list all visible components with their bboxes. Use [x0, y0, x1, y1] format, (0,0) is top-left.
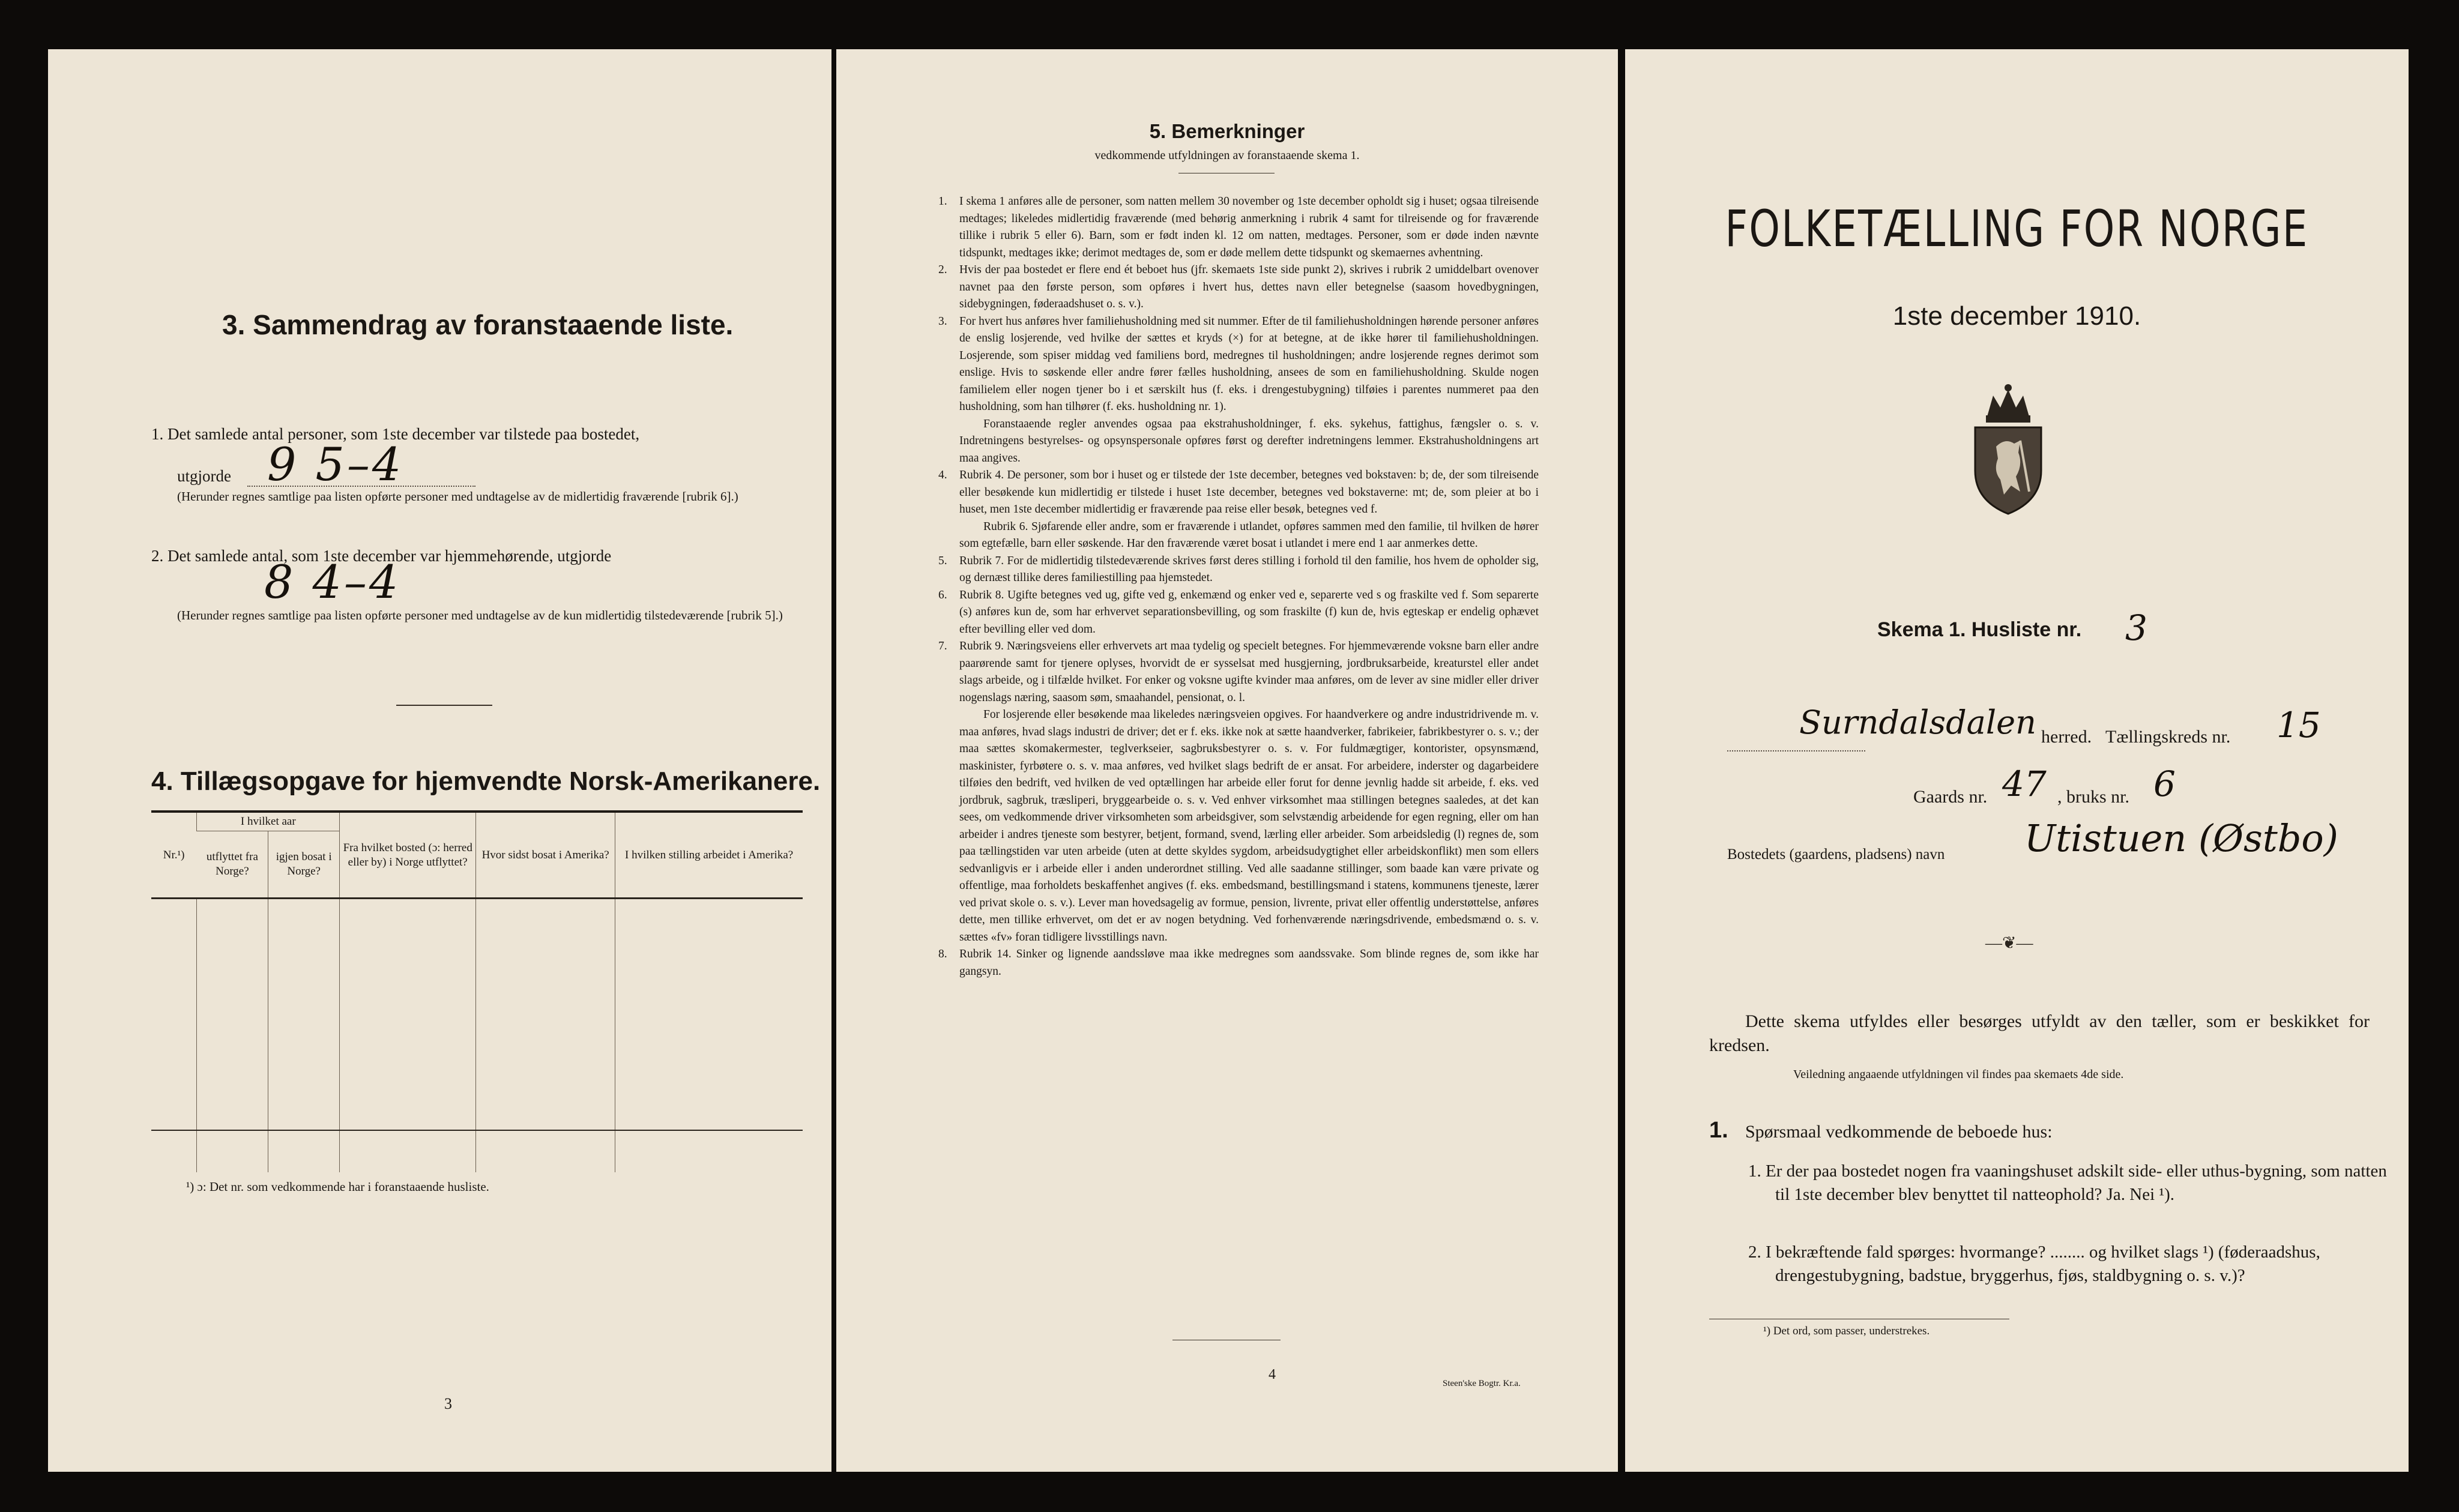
remarks-subtitle: vedkommende utfyldningen av foranstaaende skema 1.	[1094, 149, 1360, 162]
remark-7: 7. Rubrik 9. Næringsveiens eller erhvervets art maa tydelig og specielt betegnes. For hjemmeværende voksne barn eller andre paarørende samt for tjenere oplyses, hvorvidt de er sysselsat med husgjerning, jordbruksarbeide, kreaturstel eller andet slags arbeide, og i tilfælde hvilket. For enker og voksne ugifte kvinder maa anføres, om de lever av sine midler eller driver nogenslags næring, saasom søm, smaahandel, pensionat, o. l. For losjerende eller besøkende maa likeledes næringsveien opgives. For haandverkere og andre industridrivende m. v. maa anføres, hvad slags industri de driver; det er f. eks. ikke nok at sætte haandverker, fabrikeier, fabrikbestyrer o. s. v.; der maa sættes skomakermester, teglverkseier, sagbruksbestyrer o. s. v. For fuldmægtiger, kontorister, opsynsmænd, maskinister, fyrbøtere o. s. v. maa anføres, ved hvilket slags bedrift de er ansat. For arbeidere, inderster og dagarbeidere tilføies den bedrift, ved hvilken de ved optællingen har arbeide eller forut for denne jevnlig hadde sit arbeide, f. eks. ved jordbruk, sagbruk, træsliperi, bryggearbeide o. s. v. Ved enhver virksomhet maa stillingen betegnes saaledes, at det kan sees, om vedkommende driver virksomheten som arbeidsgiver, som selvstændig arbeidende for egen regning, eller om han arbeider i andres tjeneste som bestyrer, betjent, formand, svend, lærling eller arbeider. Som arbeidsledig (l) regnes de, som paa tællingstiden var uten arbeide (uten at dette skyldes sygdom, arbeidsudygtighet eller arbeidskonflikt) men som ellers sedvanligvis er i arbeide eller i anden underordnet stilling. Ved alle saadanne stillinger, som baade kan være private og offentlige, maa forholdets beskaffenhet angives (f. eks. embedsmand, bestillingsmand i statens, kommunens tjeneste, lærer ved privat skole o. s. v.). Lever man hovedsagelig av formue, pension, livrente, privat eller offentlig understøttelse, anføres dette, men tillike erhvervet, om det er av nogen betydning. Ved forhenværende næringsdrivende, embedsmænd o. s. v. sættes «fv» foran tidligere livsstillings navn.	[938, 640, 1539, 944]
intro-text: Dette skema utfyldes eller besørges utfyldt av den tæller, som er beskikket for kredsen.	[1709, 1011, 2370, 1055]
item1-text: 1. Det samlede antal personer, som 1ste december var tilstede paa bostedet,	[151, 425, 640, 443]
question-2: 2. I bekræftende fald spørges: hvormange? ........ og hvilket slags ¹) (føderaadshus, drengestubygning, badstue, bryggerhus, fjøs, staldbygning o. s. v.)?	[1748, 1242, 2320, 1285]
bruks-nr: 6	[2153, 764, 2176, 804]
item2-note: (Herunder regnes samtlige paa listen opførte personer med undtagelse av de kun midlertidig tilstedeværende [rubrik 5].)	[177, 608, 783, 622]
kreds-label: Tællingskreds nr.	[2105, 727, 2231, 747]
col-group-aar: I hvilket aar	[197, 813, 340, 831]
printer-mark: Steen'ske Bogtr. Kr.a.	[1443, 1379, 1521, 1388]
gaards-nr: 47	[2002, 764, 2047, 804]
bosted-label: Bostedets (gaardens, pladsens) navn	[1727, 846, 1945, 863]
section3-title: 3. Sammendrag av foranstaaende liste.	[222, 309, 734, 340]
table-footnote: ¹) ɔ: Det nr. som vedkommende har i foranstaaende husliste.	[186, 1179, 489, 1194]
footnote: ¹) Det ord, som passer, understrekes.	[1763, 1325, 1930, 1337]
table-bottom-rule	[151, 1130, 803, 1131]
remark-8: 8. Rubrik 14. Sinker og lignende aandssløve maa ikke medregnes som aandssvake. Som blinde regnes de, som ikke har gangsyn.	[938, 948, 1539, 978]
q-header: Spørsmaal vedkommende de beboede hus:	[1745, 1122, 2053, 1142]
remark-5: 5. Rubrik 7. For de midlertidig tilstedeværende skrives først deres stilling i forhold til den familie, hos hvem de opholder sig, og dernæst tillike deres familiestilling paa hjemstedet.	[938, 554, 1539, 584]
page-number-4: 4	[1269, 1367, 1276, 1382]
col-stilling: I hvilken stilling arbeidet i Amerika?	[615, 813, 803, 899]
skema-label: Skema 1. Husliste nr.	[1877, 618, 2082, 641]
husliste-nr: 3	[2125, 607, 2147, 648]
intro-small: Veiledning angaaende utfyldningen vil findes paa skemaets 4de side.	[1793, 1068, 2124, 1081]
middle-page	[836, 49, 1618, 1472]
herred-dotted-line	[1727, 750, 1865, 751]
col-utflyttet: utflyttet fra Norge?	[197, 831, 268, 899]
norwegian-coat-of-arms-icon	[1963, 381, 2053, 516]
main-title: FOLKETÆLLING FOR NORGE	[1725, 199, 2309, 258]
item1-utgjorde: utgjorde	[177, 467, 231, 485]
col-hvor: Hvor sidst bosat i Amerika?	[476, 813, 615, 899]
divider	[396, 705, 492, 706]
q-header-num: 1.	[1709, 1118, 1728, 1143]
remark-1: 1. I skema 1 anføres alle de personer, som natten mellem 30 november og 1ste december opholdt sig i huset; ogsaa tilreisende medtages; likeledes midlertidig fraværende (med behørig anmerkning i rubrik 4 samt for tilreisende og for fraværende tillike i rubrik 5 eller 6). Barn, som er født inden kl. 12 om natten, medtages. Personer, som er døde inden nævnte tidspunkt, medtages ikke; derimot medtages de, som er døde mellem dette tidspunkt og skemaernes avhentning.	[938, 195, 1539, 259]
question-1: 1. Er der paa bostedet nogen fra vaaningshuset adskilt side- eller uthus-bygning, som natten til 1ste december blev benyttet til natteophold? Ja. Nei ¹).	[1748, 1161, 2387, 1204]
remarks-list	[938, 193, 1539, 980]
remark-4: 4. Rubrik 4. De personer, som bor i huset og er tilstede der 1ste december, betegnes ved bokstaven: b; de, der som tilreisende eller besøkende kun midlertidig er tilstede i huset 1ste december, betegnes ved bokstaverne: mt; de, som pleier at bo i huset, men 1ste december midlertidig er fraværende paa reise eller besøk, betegnes ved f. Rubrik 6. Sjøfarende eller andre, som er fraværende i utlandet, opføres sammen med den familie, til hvilken de hører som egtefælle, barn eller søskende. Har den fraværende været bosat i utlandet i mere end 1 aar anmerkes dette.	[938, 469, 1539, 550]
census-date: 1ste december 1910.	[1892, 301, 2141, 331]
herred-handwritten: Surndalsdalen	[1799, 703, 2036, 741]
bruks-label: , bruks nr.	[2057, 787, 2129, 807]
item1-note: (Herunder regnes samtlige paa listen opførte personer med undtagelse av de midlertidig fraværende [rubrik 6].)	[177, 489, 738, 504]
col-nr: Nr.¹)	[151, 813, 197, 899]
item2-text: 2. Det samlede antal, som 1ste december var hjemmehørende, utgjorde	[151, 547, 612, 565]
item1-dotted-line	[247, 486, 475, 487]
page-number-3: 3	[444, 1395, 452, 1412]
kreds-nr: 15	[2276, 705, 2321, 745]
col-igjen: igjen bosat i Norge?	[268, 831, 340, 899]
item1-handwritten: 9 5–4	[267, 438, 404, 491]
item2-handwritten: 8 4–4	[264, 555, 401, 609]
herred-label: herred.	[2041, 727, 2092, 747]
bosted-handwritten: Utistuen (Østbo)	[2024, 816, 2338, 860]
gaards-label: Gaards nr.	[1913, 787, 1988, 807]
ornament-icon: —❦—	[1985, 934, 2033, 953]
right-page	[1625, 49, 2409, 1472]
col-fra: Fra hvilket bosted (ɔ: herred eller by) i Norge utflyttet?	[340, 813, 476, 899]
remark-6: 6. Rubrik 8. Ugifte betegnes ved ug, gifte ved g, enkemænd og enker ved e, separerte ved s og fraskilte ved f. Som separerte (s) anføres kun de, som har erhvervet separationsbevilling, og som fraskilte (f) kun de, hvis egteskap er endelig ophævet efter bevilling eller ved dom.	[938, 588, 1539, 636]
left-page	[48, 49, 831, 1472]
remark-3: 3. For hvert hus anføres hver familiehusholdning med sit nummer. Efter de til familiehusholdningen hørende personer anføres de enslig losjerende, ved hvilke der sættes et kryds (×) for at betegne, at de ikke hører til familiehusholdningen. Losjerende, som spiser middag ved familiens bord, medregnes til husholdningen; andre losjerende regnes derimot som enslige. Hvis to søskende eller andre fører fælles husholdning, ansees de som en familiehusholdning. Skulde nogen familielem eller nogen tjener bo i et særskilt hus (f. eks. i drengestubygning) tilføies i parentes nummeret paa den husholdning, som han tilhører (f. eks. husholdning nr. 1). Foranstaaende regler anvendes ogsaa paa ekstrahusholdninger, f. eks. sykehus, fattighus, fængsler o. s. v. Indretningens bestyrelses- og opsynspersonale opføres først og derefter indretningens lemmer. Ekstrahusholdningens art maa angives.	[938, 315, 1539, 465]
section4-title: 4. Tillægsopgave for hjemvendte Norsk-Amerikanere.	[151, 767, 821, 796]
norsk-amerikanere-table	[151, 813, 803, 1172]
remark-2: 2. Hvis der paa bostedet er flere end ét beboet hus (jfr. skemaets 1ste side punkt 2), skrives i rubrik 2 umiddelbart ovenover navnet paa den første person, som opføres i hvert hus, dettes navn eller betegnelse (saasom hovedbygningen, sidebygningen, føderaadshuset o. s. v.).	[938, 264, 1539, 310]
remarks-title: 5. Bemerkninger	[1149, 120, 1305, 142]
